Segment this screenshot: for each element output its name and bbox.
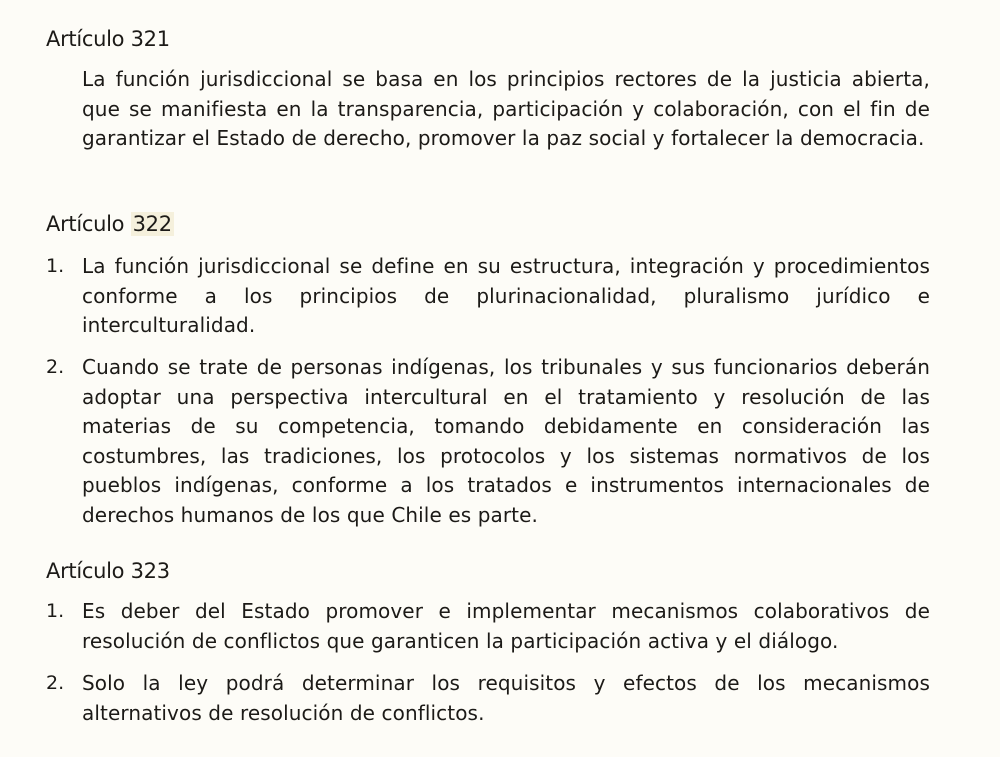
article-323-item-1: Es deber del Estado promover e implementar mecanismos colaborativos de resolución de conflictos que garanticen la participación activa y el diálogo.: [82, 599, 930, 653]
article-heading-prefix: Artículo: [46, 27, 125, 51]
article-number: 323: [130, 559, 170, 583]
list-number: 2.: [46, 356, 65, 378]
article-number: 321: [130, 27, 170, 51]
article-323-heading: [46, 557, 170, 585]
article-number-highlighted: 322: [132, 212, 172, 236]
article-322-item-2: Cuando se trate de personas indígenas, los tribunales y sus funcionarios deberán adoptar una perspectiva intercultural en el tratamiento y resolución de las materias de su competencia, tomando debidamente en consideración las costumbres, las tradiciones, los protocolos y los sistemas normativos de los pueblos indígenas, conforme a los tratados e instrumentos internacionales de derechos humanos de los que Chile es parte.: [82, 355, 930, 527]
article-322-heading: [46, 210, 174, 238]
article-heading-prefix: Artículo: [46, 212, 125, 236]
list-number: 1.: [46, 255, 65, 277]
article-321-heading: [46, 25, 170, 53]
article-322-item-1: La función jurisdiccional se define en su estructura, integración y procedimientos conforme a los principios de plurinacionalidad, pluralismo jurídico e interculturalidad.: [82, 254, 930, 338]
article-321-paragraph: La función jurisdiccional se basa en los principios rectores de la justicia abierta, que se manifiesta en la transparencia, participación y colaboración, con el fin de garantizar el Estado de derecho, promover la paz social y fortalecer la democracia.: [82, 67, 930, 151]
article-323-item-2: Solo la ley podrá determinar los requisitos y efectos de los mecanismos alternativos de resolución de conflictos.: [82, 671, 930, 725]
article-heading-prefix: Artículo: [46, 559, 125, 583]
list-number: 1.: [46, 600, 65, 622]
list-number: 2.: [46, 672, 65, 694]
